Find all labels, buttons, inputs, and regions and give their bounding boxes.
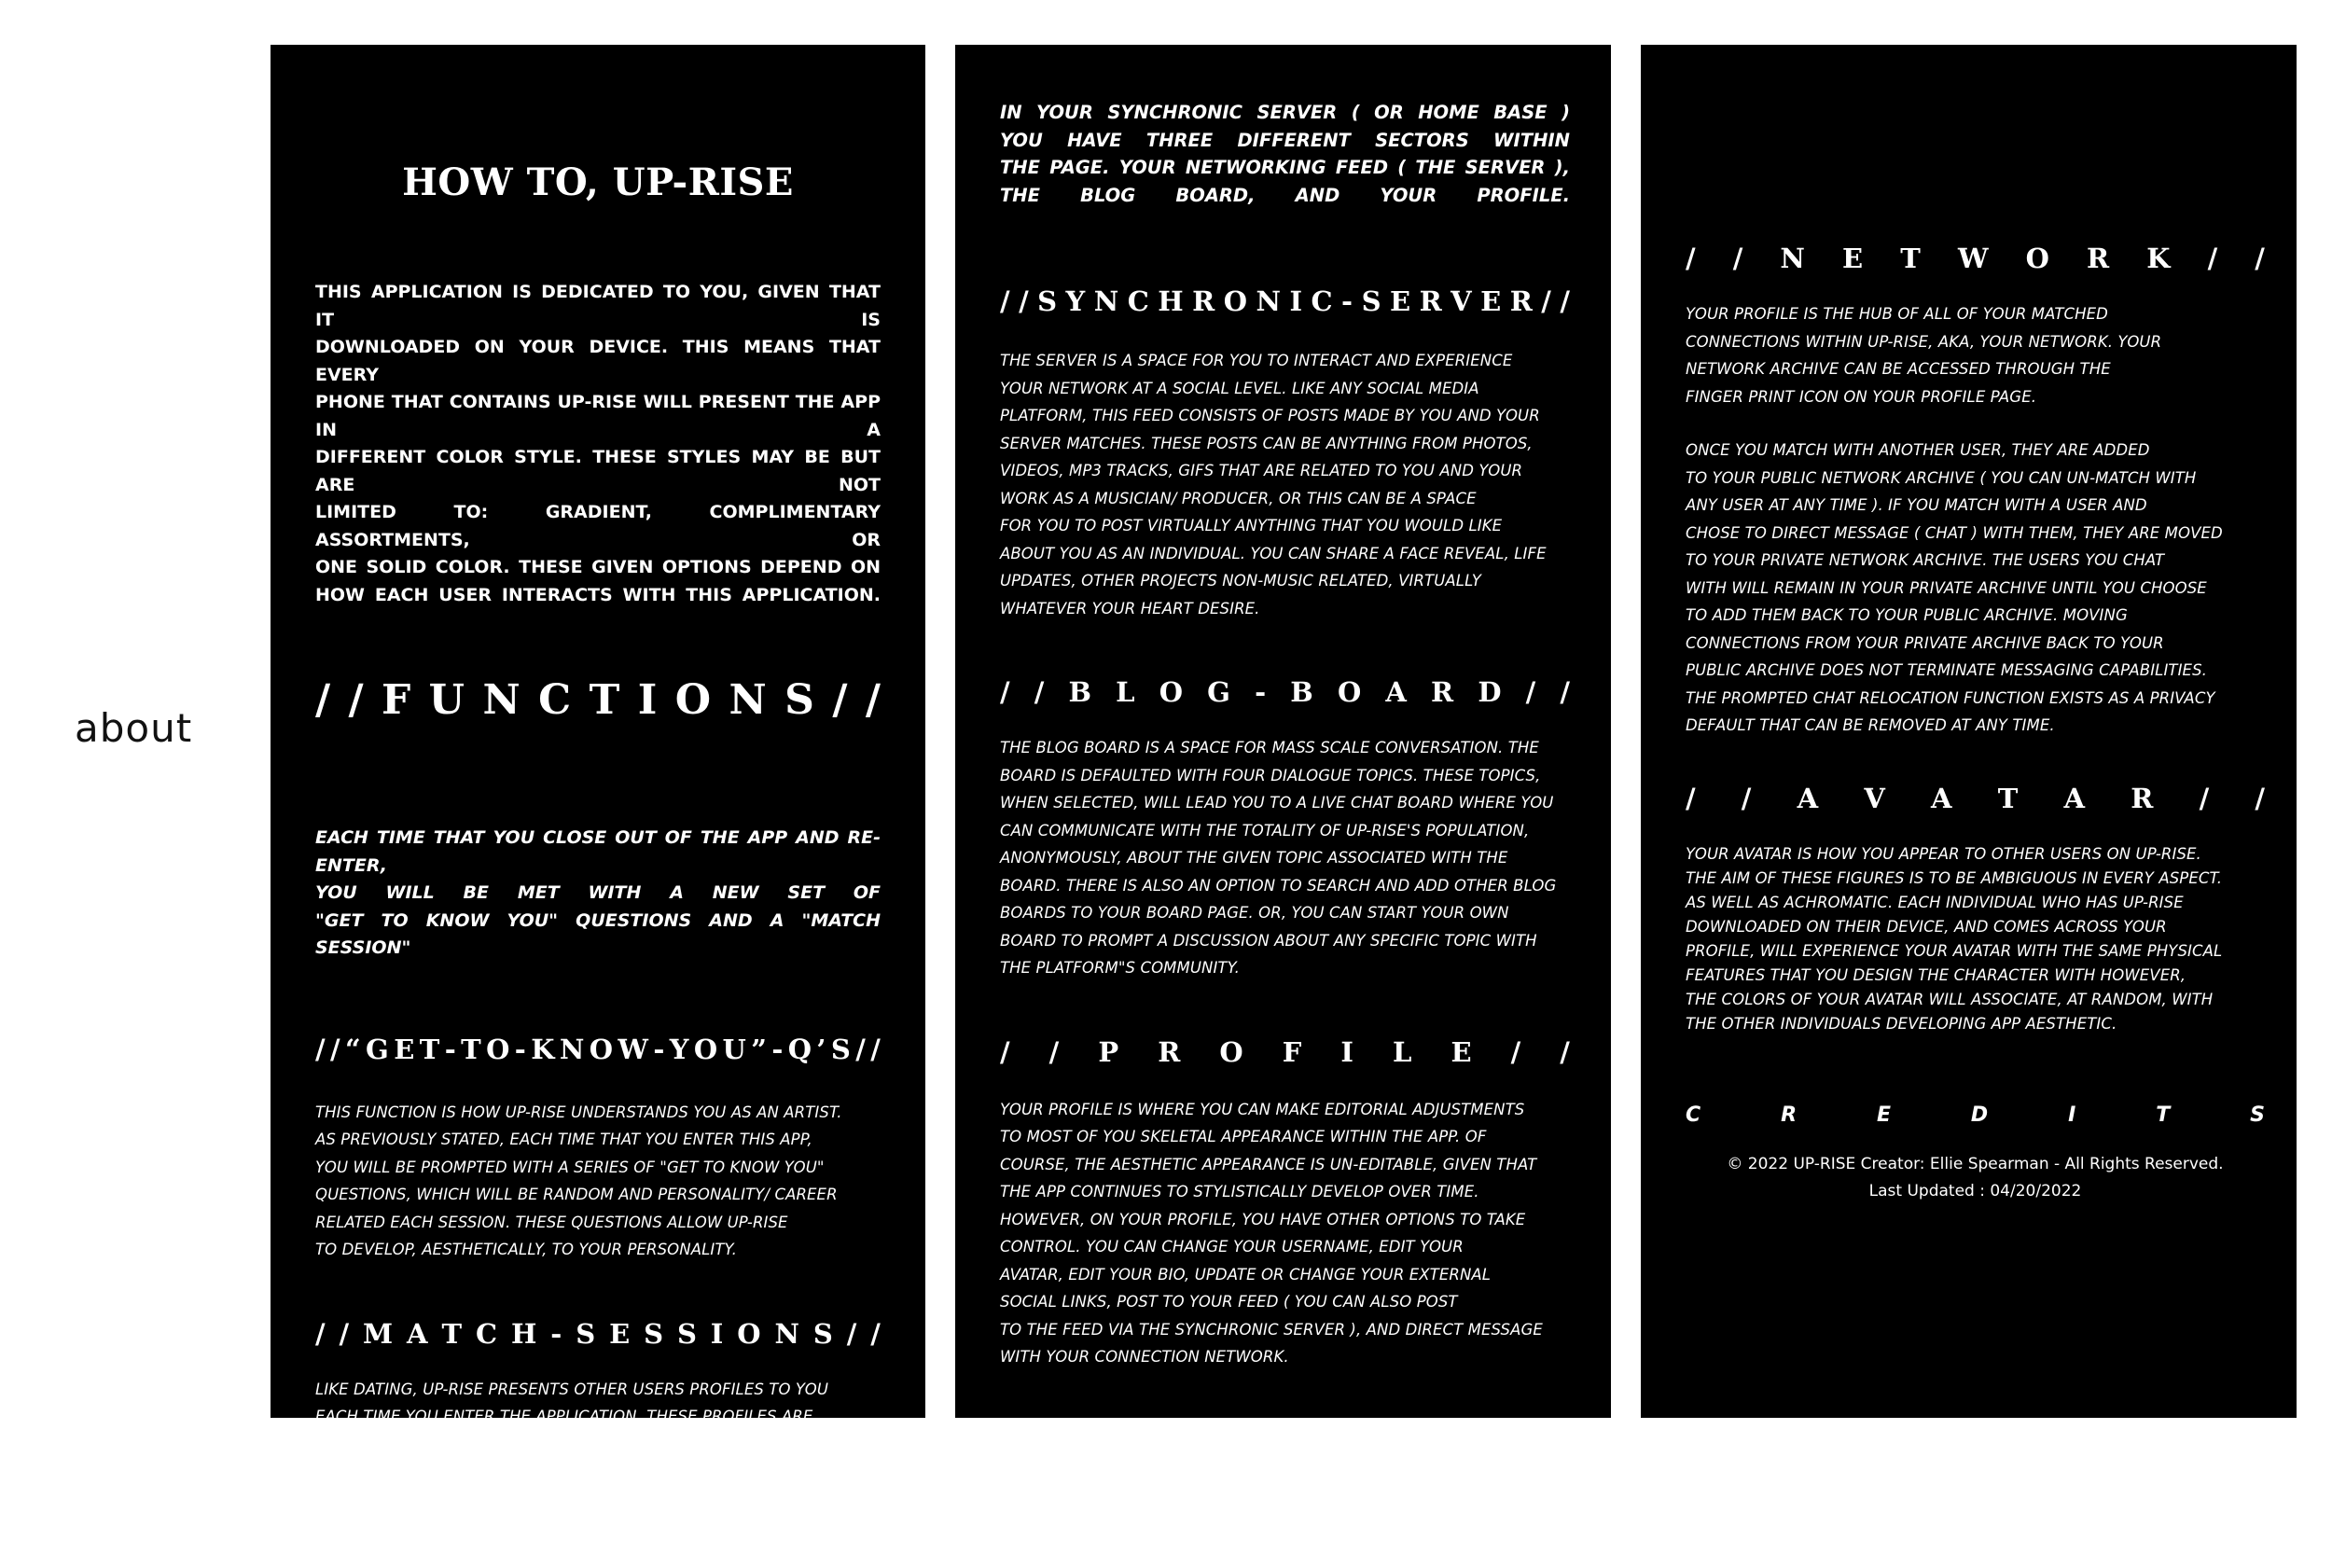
text-line: CAN COMMUNICATE WITH THE TOTALITY OF UP-RISE'S POPULATION, — [1000, 817, 1570, 845]
text-line: DOWNLOADED ON THEIR DEVICE, AND COMES ACROSS YOUR — [1686, 915, 2265, 939]
match-sessions-paragraph — [315, 1376, 881, 1568]
text-line: WORK AS A MUSICIAN/ PRODUCER, OR THIS CAN BE A SPACE — [1000, 485, 1570, 513]
text-line: EACH TIME THAT YOU CLOSE OUT OF THE APP AND RE-ENTER, — [315, 825, 881, 880]
text-line: AS PREVIOUSLY STATED, EACH TIME THAT YOU ENTER THIS APP, — [315, 1126, 881, 1154]
text-line: YOUR PROFILE IS WHERE YOU CAN MAKE EDITORIAL ADJUSTMENTS — [1000, 1096, 1570, 1124]
text-line: THE PAGE. YOUR NETWORKING FEED ( THE SERVER ), — [1000, 154, 1570, 182]
text-line: "GET TO KNOW YOU" QUESTIONS AND A "MATCH SESSION" — [315, 908, 881, 963]
get-to-know-you-heading: / / “ G E T - T O - K N O W - Y O U ” - Q ’ S / / — [315, 1034, 881, 1065]
text-line: PLATFORM, THIS FEED CONSISTS OF POSTS MADE BY YOU AND YOUR — [1000, 402, 1570, 430]
text-line: CHOSEN THROUGH AN ALGORITHMIC PROCESS, WHICH CORRELATES — [315, 1431, 881, 1459]
functions-heading: / / F U N C T I O N S / / — [315, 676, 881, 724]
network-paragraph-1 — [1686, 300, 2265, 410]
text-line: THE COLORS OF YOUR AVATAR WILL ASSOCIATE, AT RANDOM, WITH — [1686, 988, 2265, 1012]
server-intro-paragraph — [1000, 99, 1570, 209]
text-line: YOU WILL BE MET WITH A NEW SET OF — [315, 880, 881, 908]
text-line: THE SERVER IS A SPACE FOR YOU TO INTERACT AND EXPERIENCE — [1000, 347, 1570, 375]
profile-heading: / / P R O F I L E / / — [1000, 1036, 1570, 1068]
text-line: CONNECTIONS WITHIN UP-RISE, AKA, YOUR NETWORK. YOUR — [1686, 328, 2265, 356]
blog-board-heading: / / B L O G - B O A R D / / — [1000, 676, 1570, 708]
text-line: TO MOST OF YOU SKELETAL APPEARANCE WITHIN THE APP. OF — [1000, 1123, 1570, 1151]
text-line: SERVER MATCHES. THESE POSTS CAN BE ANYTHING FROM PHOTOS, — [1000, 430, 1570, 458]
text-line: ONE SOLID COLOR. THESE GIVEN OPTIONS DEPEND ON — [315, 554, 881, 582]
blog-board-paragraph — [1000, 734, 1570, 982]
text-line: YOUR AVATAR IS HOW YOU APPEAR TO OTHER USERS ON UP-RISE. — [1686, 842, 2265, 867]
text-line: ANONYMOUSLY, ABOUT THE GIVEN TOPIC ASSOCIATED WITH THE — [1000, 844, 1570, 872]
get-to-know-you-paragraph — [315, 1099, 881, 1264]
text-line: PROFILE, WILL EXPERIENCE YOUR AVATAR WITH THE SAME PHYSICAL — [1686, 939, 2265, 964]
text-line: CONNECTIONS FROM YOUR PRIVATE ARCHIVE BACK TO YOUR — [1686, 630, 2265, 658]
avatar-heading: / / A V A T A R / / — [1686, 783, 2265, 814]
about-label: about — [75, 705, 192, 751]
text-line: AS WELL AS ACHROMATIC. EACH INDIVIDUAL WHO HAS UP-RISE — [1686, 891, 2265, 915]
text-line: SOCIAL LINKS, POST TO YOUR FEED ( YOU CAN ALSO POST — [1000, 1288, 1570, 1316]
network-panel — [1641, 45, 2297, 1418]
text-line: THE AIM OF THESE FIGURES IS TO BE AMBIGUOUS IN EVERY ASPECT. — [1686, 867, 2265, 891]
text-line: DIFFERENT COLOR STYLE. THESE STYLES MAY BE BUT ARE NOT — [315, 444, 881, 499]
text-line: RELATED EACH SESSION. THESE QUESTIONS ALLOW UP-RISE — [315, 1209, 881, 1237]
text-line: THE BLOG BOARD IS A SPACE FOR MASS SCALE CONVERSATION. THE — [1000, 734, 1570, 762]
text-line: AVATAR, EDIT YOUR BIO, UPDATE OR CHANGE YOUR EXTERNAL — [1000, 1261, 1570, 1289]
page-title: HOW TO, UP-RISE — [315, 160, 881, 204]
text-line: TO YOUR PUBLIC NETWORK ARCHIVE ( YOU CAN UN-MATCH WITH — [1686, 465, 2265, 493]
how-to-panel — [271, 45, 925, 1418]
text-line: CHOSE TO DIRECT MESSAGE ( CHAT ) WITH THEM, THEY ARE MOVED — [1686, 520, 2265, 548]
text-line: LIMITED TO: GRADIENT, COMPLIMENTARY ASSORTMENTS, OR — [315, 499, 881, 554]
last-updated-text: Last Updated : 04/20/2022 — [1686, 1178, 2265, 1205]
text-line: BOARD IS DEFAULTED WITH FOUR DIALOGUE TOPICS. THESE TOPICS, — [1000, 762, 1570, 790]
credits-heading: C R E D I T S — [1686, 1103, 2265, 1127]
text-line: EACH TIME YOU ENTER THE APPLICATION. THESE PROFILES ARE — [315, 1403, 881, 1431]
text-line: TO HOW HIGH YOUR COMPATIBILITY PERCENTAGE IS WITH THE — [315, 1458, 881, 1486]
text-line: WITH YOUR CONNECTION NETWORK. — [1000, 1343, 1570, 1371]
network-paragraph-2 — [1686, 437, 2265, 740]
text-line: NETWORK ARCHIVE CAN BE ACCESSED THROUGH THE — [1686, 355, 2265, 383]
text-line: CONTROL. YOU CAN CHANGE YOUR USERNAME, EDIT YOUR — [1000, 1233, 1570, 1261]
avatar-paragraph — [1686, 842, 2265, 1036]
network-heading: / / N E T W O R K / / — [1686, 243, 2265, 274]
server-panel — [955, 45, 1611, 1418]
synchronic-server-heading: / / S Y N C H R O N I C - S E R V E R / / — [1000, 285, 1570, 317]
text-line: THIS APPLICATION IS DEDICATED TO YOU, GIVEN THAT IT IS — [315, 279, 881, 334]
text-line: ONCE YOU MATCH WITH ANOTHER USER, THEY ARE ADDED — [1686, 437, 2265, 465]
profile-paragraph — [1000, 1096, 1570, 1371]
text-line: THE APP CONTINUES TO STYLISTICALLY DEVELOP OVER TIME. — [1000, 1178, 1570, 1206]
text-line: YOUR NETWORK AT A SOCIAL LEVEL. LIKE ANY SOCIAL MEDIA — [1000, 375, 1570, 403]
text-line: BOARDS TO YOUR BOARD PAGE. OR, YOU CAN START YOUR OWN — [1000, 899, 1570, 927]
text-line: COURSE, THE AESTHETIC APPEARANCE IS UN-EDITABLE, GIVEN THAT — [1000, 1151, 1570, 1179]
text-line: HOWEVER, ON YOUR PROFILE, YOU HAVE OTHER OPTIONS TO TAKE — [1000, 1206, 1570, 1234]
copyright-text: © 2022 UP-RISE Creator: Ellie Spearman - All Rights Reserved. — [1686, 1151, 2265, 1178]
text-line: WHATEVER YOUR HEART DESIRE. — [1000, 595, 1570, 623]
text-line: TO THE FEED VIA THE SYNCHRONIC SERVER ), AND DIRECT MESSAGE — [1000, 1316, 1570, 1344]
text-line: FINGER PRINT ICON ON YOUR PROFILE PAGE. — [1686, 383, 2265, 411]
text-line: ABOUT YOU AS AN INDIVIDUAL. YOU CAN SHARE A FACE REVEAL, LIFE — [1000, 540, 1570, 568]
text-line: HOW EACH USER INTERACTS WITH THIS APPLICATION. — [315, 582, 881, 610]
synchronic-server-paragraph — [1000, 347, 1570, 622]
text-line: YOU HAVE THREE DIFFERENT SECTORS WITHIN — [1000, 127, 1570, 155]
text-line: THE PLATFORM"S COMMUNITY. — [1000, 954, 1570, 982]
text-line: BOARD TO PROMPT A DISCUSSION ABOUT ANY SPECIFIC TOPIC WITH — [1000, 927, 1570, 955]
text-line: FEATURES THAT YOU DESIGN THE CHARACTER WITH HOWEVER, — [1686, 964, 2265, 988]
text-line: TO DEVELOP, AESTHETICALLY, TO YOUR PERSONALITY. — [315, 1236, 881, 1264]
text-line: THE OTHER INDIVIDUALS DEVELOPING APP AESTHETIC. — [1686, 1012, 2265, 1036]
functions-paragraph — [315, 825, 881, 963]
text-line: THIS FUNCTION IS HOW UP-RISE UNDERSTANDS YOU AS AN ARTIST. — [315, 1099, 881, 1127]
text-line: BOARD. THERE IS ALSO AN OPTION TO SEARCH AND ADD OTHER BLOG — [1000, 872, 1570, 900]
text-line: VIDEOS, MP3 TRACKS, GIFS THAT ARE RELATED TO YOU AND YOUR — [1000, 457, 1570, 485]
text-line: DOWNLOADED ON YOUR DEVICE. THIS MEANS THAT EVERY — [315, 334, 881, 389]
text-line: PHONE THAT CONTAINS UP-RISE WILL PRESENT THE APP IN A — [315, 389, 881, 444]
text-line: WITH WILL REMAIN IN YOUR PRIVATE ARCHIVE UNTIL YOU CHOOSE — [1686, 575, 2265, 603]
text-line: YOU" QUESTIONS. — [315, 1541, 881, 1568]
match-sessions-heading: / / M A T C H - S E S S I O N S / / — [315, 1318, 881, 1350]
text-line: IN YOUR SYNCHRONIC SERVER ( OR HOME BASE ) — [1000, 99, 1570, 127]
text-line: DEFAULT THAT CAN BE REMOVED AT ANY TIME. — [1686, 712, 2265, 740]
text-line: UPDATES, OTHER PROJECTS NON-MUSIC RELATED, VIRTUALLY — [1000, 567, 1570, 595]
text-line: PUBLIC ARCHIVE DOES NOT TERMINATE MESSAGING CAPABILITIES. — [1686, 657, 2265, 685]
text-line: YOUR PROFILE IS THE HUB OF ALL OF YOUR MATCHED — [1686, 300, 2265, 328]
text-line: QUESTIONS, WHICH WILL BE RANDOM AND PERSONALITY/ CAREER — [315, 1181, 881, 1209]
text-line: THE BLOG BOARD, AND YOUR PROFILE. — [1000, 182, 1570, 210]
text-line: OTHER USER'S PROFILE. THE COMPATIBILITY SCORES ARE DETERMINED — [315, 1486, 881, 1514]
text-line: TO YOUR PRIVATE NETWORK ARCHIVE. THE USERS YOU CHAT — [1686, 547, 2265, 575]
text-line: LIKE DATING, UP-RISE PRESENTS OTHER USERS PROFILES TO YOU — [315, 1376, 881, 1404]
text-line: BY HOW BOTH USERS RESPOND TO EACH OF THE "GET TO KNOW — [315, 1513, 881, 1541]
text-line: TO ADD THEM BACK TO YOUR PUBLIC ARCHIVE. MOVING — [1686, 602, 2265, 630]
text-line: YOU WILL BE PROMPTED WITH A SERIES OF "GET TO KNOW YOU" — [315, 1154, 881, 1182]
text-line: FOR YOU TO POST VIRTUALLY ANYTHING THAT YOU WOULD LIKE — [1000, 512, 1570, 540]
text-line: ANY USER AT ANY TIME ). IF YOU MATCH WITH A USER AND — [1686, 492, 2265, 520]
intro-paragraph — [315, 279, 881, 609]
text-line: THE PROMPTED CHAT RELOCATION FUNCTION EXISTS AS A PRIVACY — [1686, 685, 2265, 713]
text-line: WHEN SELECTED, WILL LEAD YOU TO A LIVE CHAT BOARD WHERE YOU — [1000, 789, 1570, 817]
